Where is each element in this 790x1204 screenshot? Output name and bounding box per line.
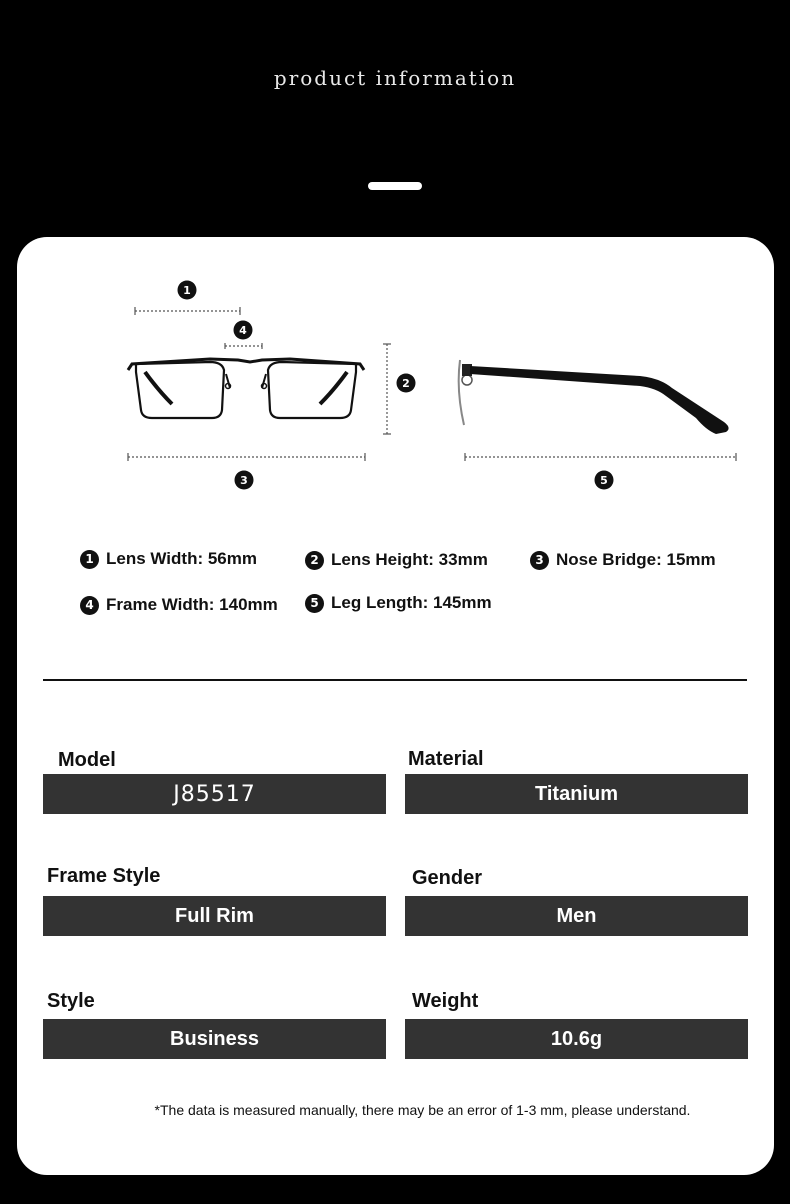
measurement-disclaimer: *The data is measured manually, there may be an error of 1-3 mm, please understand. [154, 1102, 691, 1118]
leg-length-marker [465, 453, 736, 490]
spec-number-badge: 4 [80, 596, 99, 615]
spec-number-badge: 5 [305, 594, 324, 613]
marker-2-label: 2 [402, 377, 410, 390]
material-value: Titanium [405, 774, 748, 814]
spec-frame-width [80, 595, 278, 615]
section-divider [43, 679, 747, 681]
spec-leg-length [305, 593, 492, 613]
glasses-side-view [459, 360, 729, 434]
spec-text: Frame Width: 140mm [106, 595, 278, 614]
lens-width-marker [135, 281, 240, 316]
marker-3-label: 3 [240, 474, 248, 487]
spec-text: Leg Length: 145mm [331, 593, 492, 612]
frame-style-value: Full Rim [43, 896, 386, 936]
spec-nose-bridge [530, 550, 716, 570]
glasses-measurement-diagram [0, 0, 790, 520]
bridge-marker [225, 321, 262, 350]
weight-value: 10.6g [405, 1019, 748, 1059]
material-label: Material [408, 748, 484, 770]
spec-text: Lens Width: 56mm [106, 549, 257, 568]
marker-4-label: 4 [239, 324, 247, 337]
gender-value: Men [405, 896, 748, 936]
spec-number-badge: 3 [530, 551, 549, 570]
gender-label: Gender [412, 867, 483, 889]
spec-number-badge: 1 [80, 550, 99, 569]
spec-lens-height [305, 550, 488, 570]
model-value: J85517 [43, 774, 386, 814]
weight-label: Weight [412, 990, 479, 1012]
frame-width-marker [128, 453, 365, 490]
frame-style-label: Frame Style [47, 865, 161, 887]
spec-lens-width [80, 549, 257, 569]
model-label: Model [58, 749, 116, 771]
style-label: Style [47, 990, 95, 1012]
marker-1-label: 1 [183, 284, 191, 297]
spec-text: Lens Height: 33mm [331, 550, 488, 569]
spec-text: Nose Bridge: 15mm [556, 550, 716, 569]
lens-height-marker [383, 344, 416, 434]
spec-number-badge: 2 [305, 551, 324, 570]
page-title: product information [273, 66, 517, 90]
glasses-front-view [128, 359, 364, 418]
marker-5-label: 5 [600, 474, 608, 487]
style-value: Business [43, 1019, 386, 1059]
